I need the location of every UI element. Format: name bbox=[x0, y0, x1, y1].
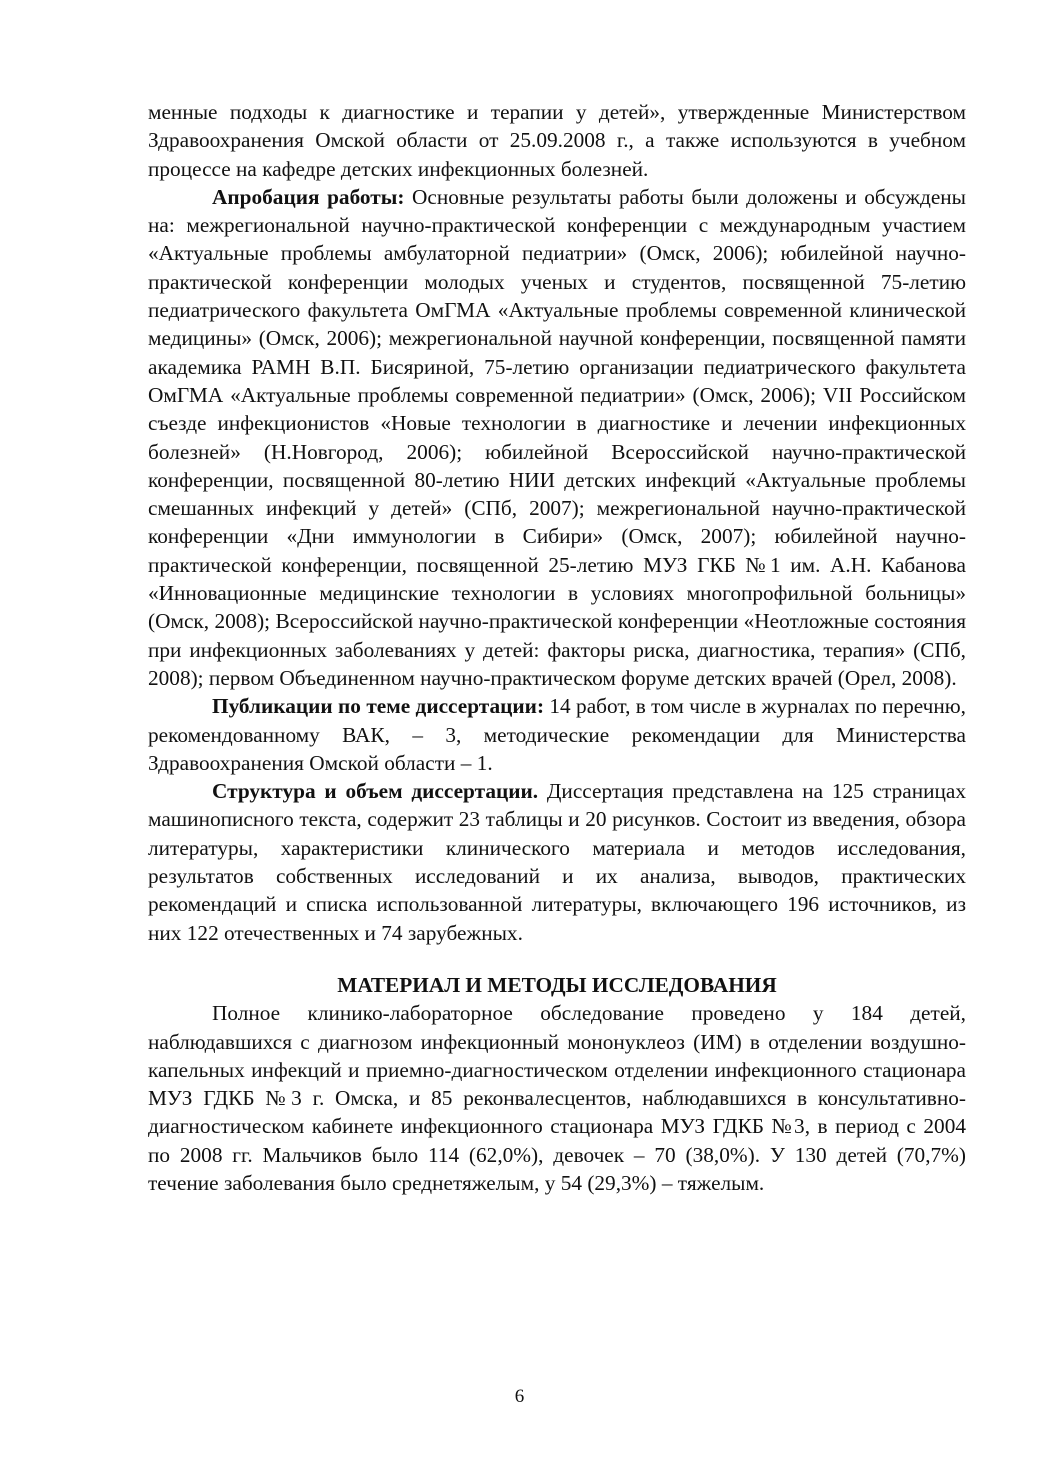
structure-text: Диссертация представлена на 125 страницах машинописного текста, содержит 23 таблицы и 20 рисунков. Состоит из введения, обзора литературы, характеристики клинического материала и методов исследования, результатов собственных исследований и их анализа, выводов, практических рекомендаций и списка использованной литературы, включающего 196 источников, из них 122 отечественных и 74 зарубежных. bbox=[148, 779, 966, 945]
structure-paragraph bbox=[148, 777, 966, 947]
page-number: 6 bbox=[514, 1386, 525, 1407]
section-heading: МАТЕРИАЛ И МЕТОДЫ ИССЛЕДОВАНИЯ bbox=[337, 972, 777, 997]
intro-continuation-paragraph: менные подходы к диагностике и терапии у детей», утвержденные Министерством Здравоохранения Омской области от 25.09.2008 г., а также используются в учебном процессе на кафедре детских инфекционных болезней. bbox=[148, 100, 966, 181]
section-body-paragraph: Полное клинико-лабораторное обследование проведено у 184 детей, наблюдавшихся с диагнозом инфекционный мононуклеоз (ИМ) в отделении воздушно-капельных инфекций и приемно-диагностическом отделении инфекционного стационара МУЗ ГДКБ №3 г. Омска, и 85 реконвалесцентов, наблюдавшихся в консультативно-диагностическом кабинете инфекционного стационара МУЗ ГДКБ №3, в период с 2004 по 2008 гг. Мальчиков было 114 (62,0%), девочек – 70 (38,0%). У 130 детей (70,7%) течение заболевания было среднетяжелым, у 54 (29,3%) – тяжелым. bbox=[148, 1001, 966, 1195]
structure-label: Структура и объем диссертации. bbox=[212, 779, 539, 804]
approbation-paragraph bbox=[148, 183, 966, 692]
approbation-label: Апробация работы: bbox=[212, 184, 405, 209]
document-page bbox=[148, 98, 966, 1197]
approbation-text: Основные результаты работы были доложены и обсуждены на: межрегиональной научно-практической конференции с международным участием «Актуальные проблемы амбулаторной педиатрии» (Омск, 2006); юбилейной научно-практической конференции молодых ученых и студентов, посвященной 75-летию педиатрического факультета ОмГМА «Актуальные проблемы современной клинической медицины» (Омск, 2006); межрегиональной научной конференции, посвященной памяти академика РАМН В.П. Бисяриной, 75-летию организации педиатрического факультета ОмГМА «Актуальные проблемы современной педиатрии» (Омск, 2006); VII Российском съезде инфекционистов «Новые технологии в диагностике и лечении инфекционных болезней» (Н.Новгород, 2006); юбилейной Всероссийской научно-практической конференции, посвященной 80-летию НИИ детских инфекций «Актуальные проблемы смешанных инфекций у детей» (СПб, 2007); межрегиональной научно-практической конференции «Дни иммунологии в Сибири» (Омск, 2007); юбилейной научно-практической конференции, посвященной 25-летию МУЗ ГКБ №1 им. А.Н. Кабанова «Инновационные медицинские технологии в условиях многопрофильной больницы» (Омск, 2008); Всероссийской научно-практической конференции «Неотложные состояния при инфекционных заболеваниях у детей: факторы риска, диагностика, терапия» (СПб, 2008); первом Объединенном научно-практическом форуме детских врачей (Орел, 2008). bbox=[148, 184, 966, 690]
publications-paragraph bbox=[148, 692, 966, 777]
publications-text: 14 работ, в том числе в журналах по перечню, рекомендованному ВАК, – 3, методические рекомендации для Министерства Здравоохранения Омской области – 1. bbox=[148, 694, 966, 775]
publications-label: Публикации по теме диссертации: bbox=[212, 694, 545, 719]
